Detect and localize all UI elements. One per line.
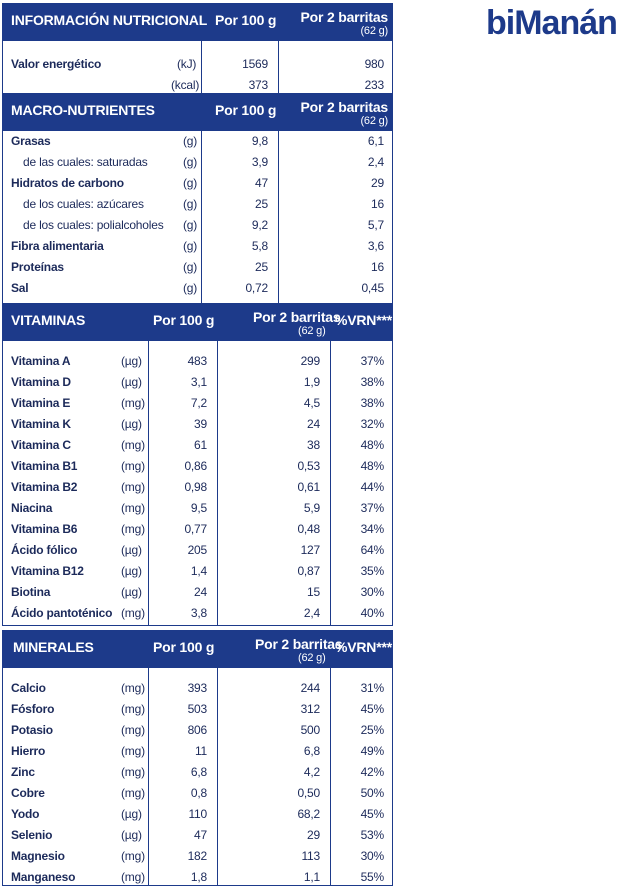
per2-cell: 68,2 bbox=[297, 807, 320, 821]
vitamin-row bbox=[3, 540, 392, 561]
per2-cell: 500 bbox=[300, 723, 320, 737]
mineral-row bbox=[3, 867, 392, 888]
unit-cell: (µg) bbox=[121, 543, 142, 557]
unit-cell: (mg) bbox=[121, 702, 145, 716]
per100-cell: 182 bbox=[187, 849, 207, 863]
unit-cell: (mg) bbox=[121, 870, 145, 884]
per100-cell: 25 bbox=[255, 260, 268, 274]
vitamin-row bbox=[3, 393, 392, 414]
per100-cell: 6,8 bbox=[190, 765, 207, 779]
vitamin-row bbox=[3, 582, 392, 603]
per2-cell: 113 bbox=[301, 849, 320, 863]
vrn-cell: 38% bbox=[360, 396, 384, 410]
brand-logo: biManán bbox=[486, 4, 617, 42]
macro-row bbox=[3, 215, 392, 236]
vitamin-row bbox=[3, 372, 392, 393]
per2-cell: 0,61 bbox=[297, 480, 320, 494]
minerals-col-vrn: %VRN*** bbox=[335, 639, 392, 655]
per2-cell: 4,2 bbox=[303, 765, 320, 779]
unit-cell: (µg) bbox=[121, 585, 142, 599]
vrn-cell: 32% bbox=[360, 417, 384, 431]
vitamin-label: Niacina bbox=[11, 501, 53, 515]
vitamins-title: VITAMINAS bbox=[11, 312, 86, 328]
per100-cell: 393 bbox=[187, 681, 207, 695]
per100-cell: 7,2 bbox=[190, 396, 207, 410]
per100-cell: 0,77 bbox=[184, 522, 207, 536]
per2-cell: 0,48 bbox=[297, 522, 320, 536]
vitamin-label: Vitamina C bbox=[11, 438, 71, 452]
per2-cell: 15 bbox=[307, 585, 320, 599]
vrn-cell: 49% bbox=[360, 744, 384, 758]
mineral-label: Yodo bbox=[11, 807, 40, 821]
unit-cell: (mg) bbox=[121, 501, 145, 515]
vitamin-label: Vitamina A bbox=[11, 354, 71, 368]
nutrient-label: Hidratos de carbono bbox=[11, 176, 124, 190]
unit-cell: (mg) bbox=[121, 849, 145, 863]
per2-cell: 0,87 bbox=[297, 564, 320, 578]
nutrient-label: de los cuales: polialcoholes bbox=[23, 218, 164, 232]
unit-cell: (g) bbox=[183, 239, 198, 253]
per2-cell: 5,7 bbox=[367, 218, 384, 232]
per2-cell: 24 bbox=[307, 417, 320, 431]
nutrient-label: Fibra alimentaria bbox=[11, 239, 104, 253]
vrn-cell: 45% bbox=[360, 807, 384, 821]
nutrient-label: Proteínas bbox=[11, 260, 64, 274]
mineral-label: Selenio bbox=[11, 828, 53, 842]
unit-cell: (mg) bbox=[121, 396, 145, 410]
unit-cell: (mg) bbox=[121, 606, 145, 620]
per2-cell: 244 bbox=[300, 681, 320, 695]
unit-cell: (g) bbox=[183, 176, 198, 190]
mineral-label: Magnesio bbox=[11, 849, 65, 863]
unit-cell: (µg) bbox=[121, 828, 142, 842]
vrn-cell: 35% bbox=[360, 564, 384, 578]
vitamin-label: Vitamina B1 bbox=[11, 459, 78, 473]
nutrient-label: de los cuales: azúcares bbox=[23, 197, 144, 211]
nutrient-label: Sal bbox=[11, 281, 29, 295]
per100-cell: 0,86 bbox=[184, 459, 207, 473]
per2-cell: 3,6 bbox=[367, 239, 384, 253]
vitamin-label: Vitamina B6 bbox=[11, 522, 78, 536]
info-table bbox=[2, 3, 393, 94]
macro-title: MACRO-NUTRIENTES bbox=[11, 102, 155, 118]
minerals-header bbox=[3, 631, 392, 668]
mineral-row bbox=[3, 804, 392, 825]
per100-cell: 110 bbox=[188, 807, 207, 821]
per100-cell: 24 bbox=[194, 585, 207, 599]
per2-cell: 127 bbox=[300, 543, 320, 557]
per100-cell: 373 bbox=[248, 78, 268, 92]
per2-cell: 980 bbox=[364, 57, 384, 71]
per2-cell: 29 bbox=[371, 176, 384, 190]
vitamin-row bbox=[3, 435, 392, 456]
vitamins-col-per100: Por 100 g bbox=[153, 312, 215, 328]
per100-cell: 3,1 bbox=[190, 375, 207, 389]
vrn-cell: 45% bbox=[360, 702, 384, 716]
minerals-title: MINERALES bbox=[13, 639, 94, 655]
mineral-row bbox=[3, 783, 392, 804]
vitamin-label: Vitamina B12 bbox=[11, 564, 84, 578]
minerals-col-per100: Por 100 g bbox=[153, 639, 215, 655]
per100-cell: 9,5 bbox=[190, 501, 207, 515]
vitamins-col-per2: Por 2 barritas bbox=[253, 309, 341, 325]
per100-cell: 0,8 bbox=[190, 786, 207, 800]
vitamins-table bbox=[2, 303, 393, 626]
per2-cell: 4,5 bbox=[303, 396, 320, 410]
info-header bbox=[3, 4, 392, 41]
minerals-table bbox=[2, 630, 393, 886]
vrn-cell: 25% bbox=[360, 723, 384, 737]
per100-cell: 3,9 bbox=[251, 155, 268, 169]
macro-row bbox=[3, 131, 392, 152]
info-col-per2-weight: (62 g) bbox=[360, 25, 388, 37]
vrn-cell: 34% bbox=[360, 522, 384, 536]
unit-cell: (mg) bbox=[121, 723, 145, 737]
vitamin-row bbox=[3, 414, 392, 435]
unit-cell: (mg) bbox=[121, 438, 145, 452]
vitamin-label: Ácido fólico bbox=[11, 543, 78, 557]
per100-cell: 3,8 bbox=[190, 606, 207, 620]
nutrient-label: de las cuales: saturadas bbox=[23, 155, 148, 169]
vrn-cell: 38% bbox=[360, 375, 384, 389]
mineral-label: Fósforo bbox=[11, 702, 55, 716]
per100-cell: 9,2 bbox=[251, 218, 268, 232]
per2-cell: 6,8 bbox=[303, 744, 320, 758]
vrn-cell: 55% bbox=[360, 870, 384, 884]
info-col-per100: Por 100 g bbox=[215, 12, 277, 28]
minerals-col-per2-weight: (62 g) bbox=[298, 652, 326, 664]
per100-cell: 47 bbox=[255, 176, 268, 190]
per2-cell: 0,50 bbox=[297, 786, 320, 800]
nutrient-label: Grasas bbox=[11, 134, 51, 148]
per100-cell: 5,8 bbox=[251, 239, 268, 253]
vitamin-row bbox=[3, 456, 392, 477]
unit-cell: (µg) bbox=[121, 807, 142, 821]
mineral-row bbox=[3, 846, 392, 867]
per100-cell: 1569 bbox=[242, 57, 268, 71]
unit-cell: (mg) bbox=[121, 744, 145, 758]
mineral-label: Calcio bbox=[11, 681, 46, 695]
per100-cell: 205 bbox=[187, 543, 207, 557]
macro-col-per2-weight: (62 g) bbox=[360, 115, 388, 127]
vitamin-row bbox=[3, 519, 392, 540]
per2-cell: 299 bbox=[300, 354, 320, 368]
per100-cell: 1,4 bbox=[190, 564, 207, 578]
per2-cell: 233 bbox=[364, 78, 384, 92]
per2-cell: 29 bbox=[307, 828, 320, 842]
unit-cell: (µg) bbox=[121, 417, 142, 431]
mineral-label: Zinc bbox=[11, 765, 35, 779]
unit-cell: (mg) bbox=[121, 765, 145, 779]
info-col-per2: Por 2 barritas bbox=[300, 9, 388, 25]
per2-cell: 1,1 bbox=[303, 870, 320, 884]
per2-cell: 16 bbox=[371, 197, 384, 211]
per2-cell: 312 bbox=[300, 702, 320, 716]
energy-row-kj bbox=[3, 54, 392, 75]
vitamin-row bbox=[3, 351, 392, 372]
mineral-label: Potasio bbox=[11, 723, 53, 737]
vitamin-row bbox=[3, 603, 392, 624]
vrn-cell: 37% bbox=[360, 501, 384, 515]
mineral-label: Hierro bbox=[11, 744, 46, 758]
unit-cell: (g) bbox=[183, 134, 198, 148]
mineral-label: Manganeso bbox=[11, 870, 76, 884]
vitamin-label: Vitamina E bbox=[11, 396, 71, 410]
macro-header bbox=[3, 94, 392, 131]
per2-cell: 38 bbox=[307, 438, 320, 452]
per2-cell: 1,9 bbox=[303, 375, 320, 389]
vitamin-row bbox=[3, 498, 392, 519]
unit-cell: (kcal) bbox=[171, 78, 200, 92]
unit-cell: (g) bbox=[183, 197, 198, 211]
vrn-cell: 40% bbox=[360, 606, 384, 620]
unit-cell: (g) bbox=[183, 155, 198, 169]
vrn-cell: 50% bbox=[360, 786, 384, 800]
vrn-cell: 30% bbox=[360, 585, 384, 599]
minerals-col-per2: Por 2 barritas bbox=[255, 636, 343, 652]
per2-cell: 0,45 bbox=[361, 281, 384, 295]
vitamins-header bbox=[3, 304, 392, 341]
vitamin-label: Ácido pantoténico bbox=[11, 606, 113, 620]
unit-cell: (g) bbox=[183, 218, 198, 232]
unit-cell: (µg) bbox=[121, 375, 142, 389]
per100-cell: 1,8 bbox=[190, 870, 207, 884]
macro-col-per100: Por 100 g bbox=[215, 102, 277, 118]
vitamins-col-vrn: %VRN*** bbox=[335, 312, 392, 328]
vrn-cell: 44% bbox=[360, 480, 384, 494]
mineral-label: Cobre bbox=[11, 786, 45, 800]
vitamin-label: Vitamina K bbox=[11, 417, 71, 431]
vitamins-col-per2-weight: (62 g) bbox=[298, 325, 326, 337]
macro-row bbox=[3, 173, 392, 194]
per100-cell: 483 bbox=[187, 354, 207, 368]
unit-cell: (µg) bbox=[121, 564, 142, 578]
info-title: INFORMACIÓN NUTRICIONAL bbox=[11, 12, 208, 28]
vitamin-row bbox=[3, 561, 392, 582]
vrn-cell: 64% bbox=[360, 543, 384, 557]
per100-cell: 0,72 bbox=[245, 281, 268, 295]
per2-cell: 2,4 bbox=[367, 155, 384, 169]
mineral-row bbox=[3, 678, 392, 699]
per100-cell: 47 bbox=[194, 828, 207, 842]
unit-cell: (kJ) bbox=[177, 57, 197, 71]
per100-cell: 39 bbox=[194, 417, 207, 431]
unit-cell: (mg) bbox=[121, 459, 145, 473]
per2-cell: 0,53 bbox=[297, 459, 320, 473]
unit-cell: (mg) bbox=[121, 681, 145, 695]
unit-cell: (g) bbox=[183, 260, 198, 274]
vrn-cell: 30% bbox=[360, 849, 384, 863]
vrn-cell: 31% bbox=[360, 681, 384, 695]
macro-row bbox=[3, 152, 392, 173]
per2-cell: 2,4 bbox=[303, 606, 320, 620]
vitamin-label: Vitamina B2 bbox=[11, 480, 78, 494]
vrn-cell: 42% bbox=[360, 765, 384, 779]
macro-row bbox=[3, 236, 392, 257]
per2-cell: 5,9 bbox=[303, 501, 320, 515]
vitamin-label: Biotina bbox=[11, 585, 51, 599]
unit-cell: (mg) bbox=[121, 522, 145, 536]
unit-cell: (g) bbox=[183, 281, 198, 295]
per100-cell: 9,8 bbox=[251, 134, 268, 148]
macro-row bbox=[3, 194, 392, 215]
macro-row bbox=[3, 278, 392, 299]
mineral-row bbox=[3, 699, 392, 720]
per2-cell: 6,1 bbox=[367, 134, 384, 148]
macro-col-per2: Por 2 barritas bbox=[300, 99, 388, 115]
vrn-cell: 48% bbox=[360, 438, 384, 452]
energy-label: Valor energético bbox=[11, 57, 102, 71]
per100-cell: 806 bbox=[187, 723, 207, 737]
mineral-row bbox=[3, 720, 392, 741]
per100-cell: 503 bbox=[187, 702, 207, 716]
mineral-row bbox=[3, 741, 392, 762]
unit-cell: (µg) bbox=[121, 354, 142, 368]
mineral-row bbox=[3, 762, 392, 783]
per100-cell: 11 bbox=[194, 744, 207, 758]
unit-cell: (mg) bbox=[121, 786, 145, 800]
unit-cell: (mg) bbox=[121, 480, 145, 494]
per2-cell: 16 bbox=[371, 260, 384, 274]
vitamin-label: Vitamina D bbox=[11, 375, 71, 389]
vrn-cell: 37% bbox=[360, 354, 384, 368]
vrn-cell: 53% bbox=[360, 828, 384, 842]
per100-cell: 61 bbox=[194, 438, 207, 452]
vrn-cell: 48% bbox=[360, 459, 384, 473]
mineral-row bbox=[3, 825, 392, 846]
macro-table bbox=[2, 93, 393, 304]
macro-row bbox=[3, 257, 392, 278]
vitamin-row bbox=[3, 477, 392, 498]
per100-cell: 0,98 bbox=[184, 480, 207, 494]
per100-cell: 25 bbox=[255, 197, 268, 211]
